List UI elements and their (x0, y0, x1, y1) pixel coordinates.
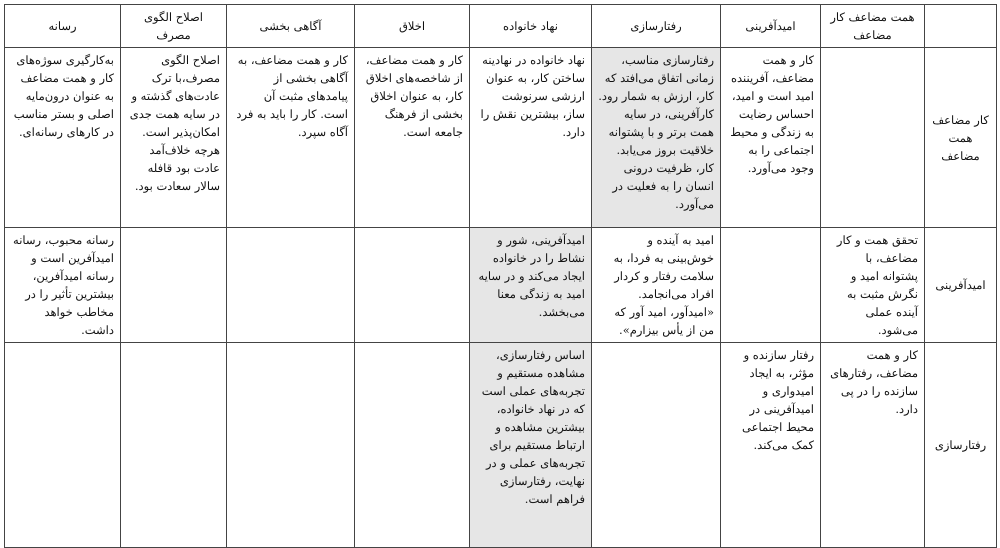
table-cell (721, 228, 821, 343)
column-header: اصلاح الگوی مصرف (121, 5, 227, 48)
table-cell: به‌کارگیری سوژه‌های کار و همت مضاعف به عنوان درون‌مایه اصلی و بستر مناسب در کارهای رسانه‌ای. (5, 48, 121, 228)
column-header: امیدآفرینی (721, 5, 821, 48)
column-header: همت مضاعف کار مضاعف (821, 5, 925, 48)
table-cell: اصلاح الگوی مصرف،با ترک عادت‌های گذشته و در سایه همت جدی امکان‌پذیر است. هرچه خلاف‌آمد عادت بود قافله سالار سعادت بود. (121, 48, 227, 228)
matrix-table (4, 4, 997, 548)
table-cell (121, 228, 227, 343)
table-cell (592, 343, 721, 548)
header-row (5, 5, 997, 48)
table-cell (5, 343, 121, 548)
table-cell: امیدآفرینی، شور و نشاط را در خانواده ایجاد می‌کند و در سایه امید به زندگی معنا می‌بخشد. (470, 228, 592, 343)
table-cell: رسانه محبوب، رسانه امیدآفرین است و رسانه امیدآفرین، بیشترین تأثیر را در مخاطب خواهد داشت. (5, 228, 121, 343)
table-wrapper (4, 4, 996, 537)
table-cell (355, 343, 470, 548)
column-header: آگاهی بخشی (227, 5, 355, 48)
table-cell: امید به آینده و خوش‌بینی به فردا، به سلامت رفتار و کردار افراد می‌انجامد. «امیدآور، امید آور که من از یأس بیزارم». (592, 228, 721, 343)
table-cell: تحقق همت و کار مضاعف، با پشتوانه امید و نگرش مثبت به آینده عملی می‌شود. (821, 228, 925, 343)
table-cell: کار و همت مضاعف، آفریننده امید است و امید، احساس رضایت به زندگی و محیط اجتماعی را به وجود می‌آورد. (721, 48, 821, 228)
corner-cell (925, 5, 997, 48)
table-cell (121, 343, 227, 548)
row-header: کار مضاعف همت مضاعف (925, 48, 997, 228)
table-row (5, 228, 997, 343)
column-header: رسانه (5, 5, 121, 48)
table-row (5, 343, 997, 548)
table-cell: نهاد خانواده در نهادینه ساختن کار، به عنوان ارزشی سرنوشت ساز، بیشترین نقش را دارد. (470, 48, 592, 228)
row-header: امیدآفرینی (925, 228, 997, 343)
column-header: نهاد خانواده (470, 5, 592, 48)
table-cell: کار و همت مضاعف، رفتارهای سازنده را در پی دارد. (821, 343, 925, 548)
table-cell: کار و همت مضاعف، از شاخصه‌های اخلاق کار، به عنوان اخلاق بخشی از فرهنگ جامعه است. (355, 48, 470, 228)
table-cell (355, 228, 470, 343)
row-header: رفتارسازی (925, 343, 997, 548)
table-cell (227, 228, 355, 343)
column-header: رفتارسازی (592, 5, 721, 48)
table-cell: اساس رفتارسازی، مشاهده مستقیم و تجربه‌های عملی است که در نهاد خانواده، بیشترین مشاهده و ارتباط مستقیم برای تجربه‌های عملی و در نهایت، رفتارسازی فراهم است. (470, 343, 592, 548)
table-row (5, 48, 997, 228)
table-cell: کار و همت مضاعف، به آگاهی بخشی از پیامدهای مثبت آن است. کار را باید به فرد آگاه سپرد. (227, 48, 355, 228)
table-cell (227, 343, 355, 548)
column-header: اخلاق (355, 5, 470, 48)
table-cell: رفتارسازی مناسب، زمانی اتفاق می‌افتد که کار، ارزش به شمار رود. کارآفرینی، در سایه همت برتر و با پشتوانه خلاقیت بروز می‌یابد. کار، ظرفیت درونی انسان را به فعلیت در می‌آورد. (592, 48, 721, 228)
table-cell: رفتار سازنده و مؤثر، به ایجاد امیدواری و امیدآفرینی در محیط اجتماعی کمک می‌کند. (721, 343, 821, 548)
table-cell (821, 48, 925, 228)
